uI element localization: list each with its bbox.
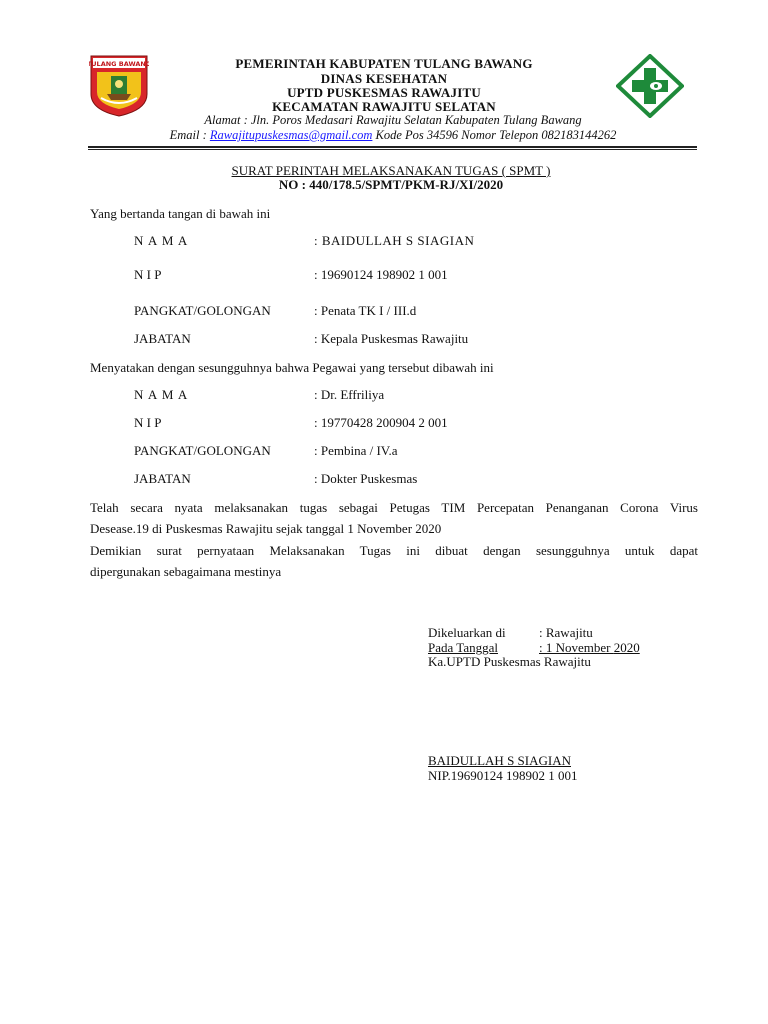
assignment-paragraph	[90, 497, 698, 539]
employee-nama-value: : Dr. Effriliya	[314, 387, 385, 402]
assignment-line-2: Desease.19 di Puskesmas Rawajitu sejak tanggal 1 November 2020	[90, 521, 442, 536]
signer-jabatan-value: : Kepala Puskesmas Rawajitu	[314, 331, 469, 346]
document-title-text: SURAT PERINTAH MELAKSANAKAN TUGAS ( SPMT )	[231, 163, 551, 178]
issued-value: : Rawajitu	[539, 625, 593, 640]
kop-line-uptd: UPTD PUSKESMAS RAWAJITU	[287, 85, 481, 100]
employee-pangkat-label: PANGKAT/GOLONGAN	[134, 443, 271, 458]
employee-jabatan-value: : Dokter Puskesmas	[314, 471, 418, 486]
signer-nip-value: : 19690124 198902 1 001	[314, 267, 448, 282]
signer-pangkat-value: : Penata TK I / III.d	[314, 303, 417, 318]
signer-nama-label: N A M A	[134, 233, 189, 248]
date-label: Pada Tanggal	[428, 640, 498, 655]
employee-nama-label: N A M A	[134, 387, 189, 402]
kop-line-department: DINAS KESEHATAN	[320, 71, 448, 86]
statement-text: Menyatakan dengan sesungguhnya bahwa Pegawai yang tersebut dibawah ini	[90, 360, 494, 375]
intro-text: Yang bertanda tangan di bawah ini	[90, 206, 271, 221]
closing-paragraph	[90, 540, 698, 582]
assignment-line-1: Telah secara nyata melaksanakan tugas sebagai Petugas TIM Percepatan Penanganan Corona Virus	[90, 500, 698, 515]
email-link[interactable]: Rawajitupuskesmas@gmail.com	[209, 128, 373, 142]
signer-name: BAIDULLAH S SIAGIAN	[428, 753, 571, 768]
closing-line-2: dipergunakan sebagaimana mestinya	[90, 564, 282, 579]
employee-jabatan-label: JABATAN	[134, 471, 191, 486]
signer-nip: NIP.19690124 198902 1 001	[428, 768, 578, 783]
contact-suffix: Kode Pos 34596 Nomor Telepon 082183144262	[372, 128, 617, 142]
email-prefix: Email :	[169, 128, 210, 142]
kop-contact	[0, 128, 768, 143]
issued-label: Dikeluarkan di	[428, 625, 506, 640]
kop-divider-thick	[88, 146, 697, 148]
kop-line-district: KECAMATAN RAWAJITU SELATAN	[272, 99, 496, 114]
signer-position: Ka.UPTD Puskesmas Rawajitu	[428, 654, 591, 669]
employee-pangkat-value: : Pembina / IV.a	[314, 443, 398, 458]
kop-divider-thin	[88, 149, 697, 150]
employee-nip-label: N I P	[134, 415, 162, 430]
employee-nip-value: : 19770428 200904 2 001	[314, 415, 448, 430]
signer-jabatan-label: JABATAN	[134, 331, 191, 346]
signer-nama-value: : BAIDULLAH S SIAGIAN	[314, 233, 475, 248]
document-number: NO : 440/178.5/SPMT/PKM-RJ/XI/2020	[278, 177, 504, 192]
kop-line-government: PEMERINTAH KABUPATEN TULANG BAWANG	[235, 56, 533, 71]
date-year: 2020	[613, 640, 640, 655]
closing-line-1: Demikian surat pernyataan Melaksanakan Tugas ini dibuat dengan sesungguhnya untuk dapat	[90, 543, 698, 558]
svg-text:TULANG BAWANG: TULANG BAWANG	[89, 60, 149, 68]
date-day-month: : 1 November	[539, 640, 611, 655]
signer-pangkat-label: PANGKAT/GOLONGAN	[134, 303, 271, 318]
signer-nip-label: N I P	[134, 267, 162, 282]
kop-address: Alamat : Jln. Poros Medasari Rawajitu Selatan Kabupaten Tulang Bawang	[204, 113, 582, 127]
